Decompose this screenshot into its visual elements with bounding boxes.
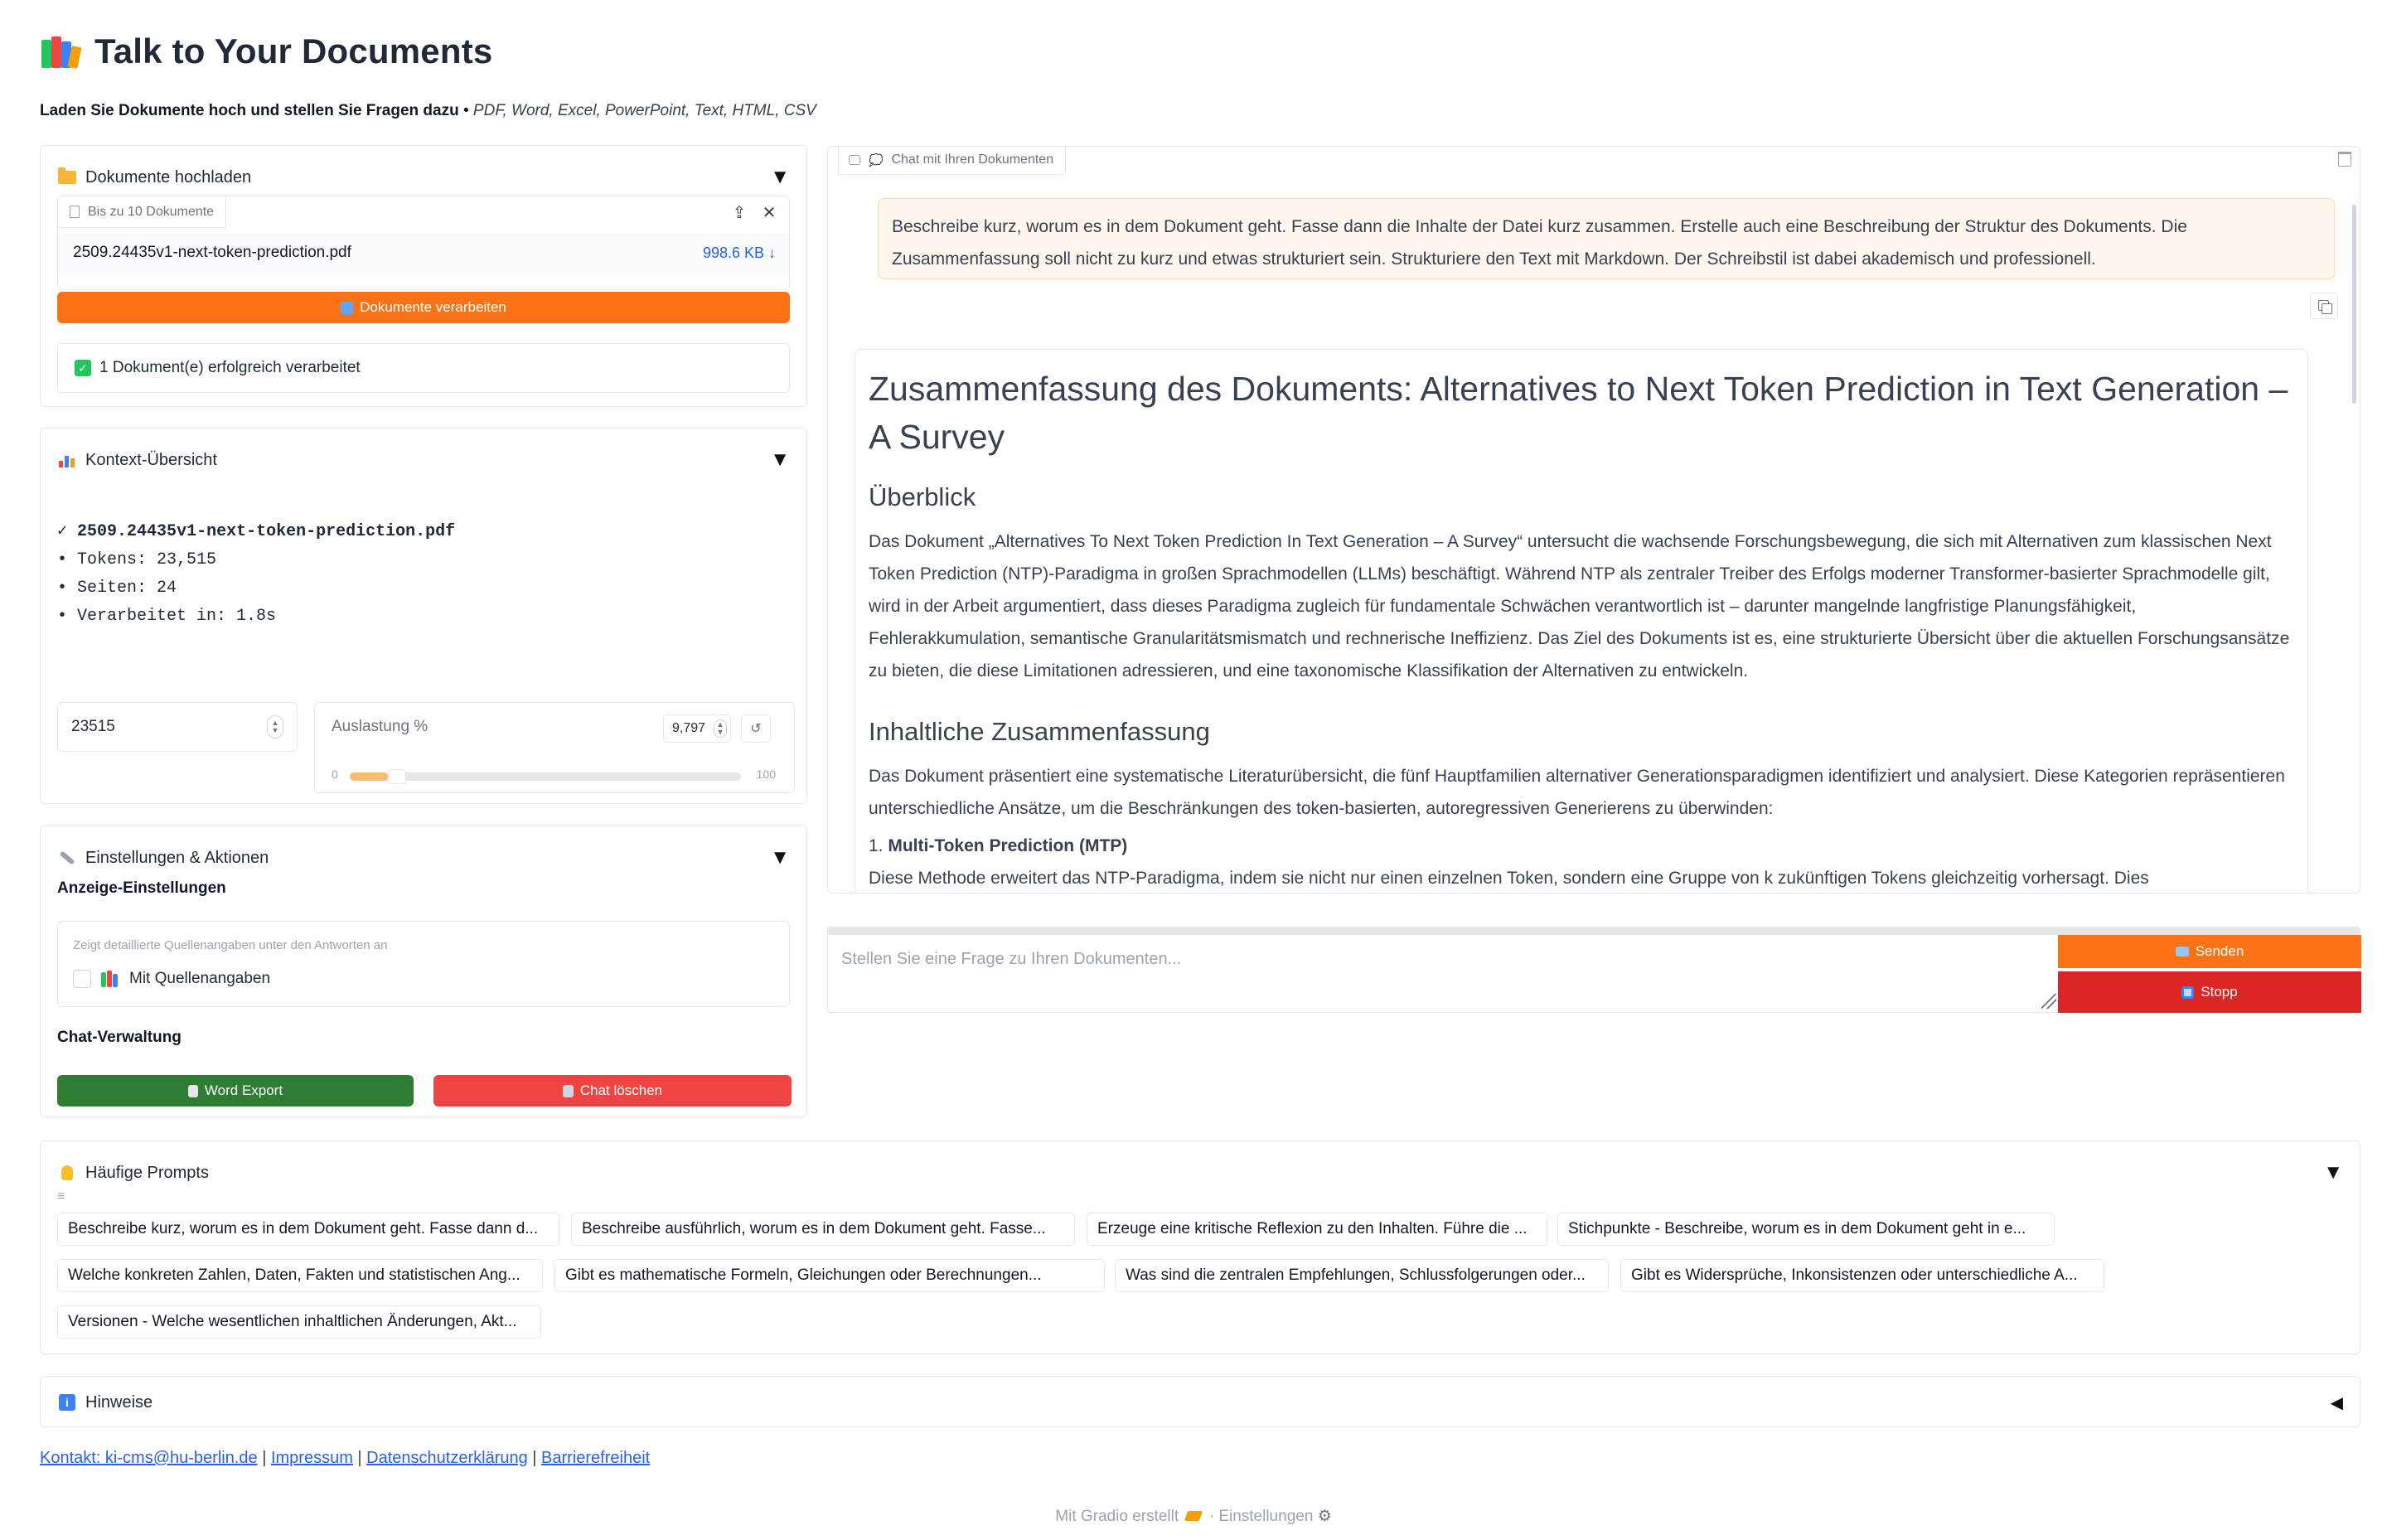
sources-checkbox-row[interactable]: [73, 970, 270, 988]
footer-links: [40, 1449, 650, 1468]
response-title: Zusammenfassung des Dokuments: Alternatives to Next Token Prediction in Text Generation – A Survey: [869, 370, 2288, 456]
lightbulb-icon: [61, 1165, 73, 1180]
process-status-text: 1 Dokument(e) erfolgreich verarbeitet: [99, 359, 361, 376]
upload-panel: [40, 145, 807, 407]
usage-slider-label: Auslastung %: [332, 718, 428, 735]
usage-slider-track[interactable]: [350, 772, 741, 781]
context-summary: [57, 518, 455, 631]
app-subtitle: [40, 102, 816, 120]
books-icon: [40, 35, 80, 68]
collapse-triangle-icon[interactable]: ▼: [2323, 1161, 2343, 1184]
file-upload-tab-label: Bis zu 10 Dokumente: [88, 204, 215, 219]
prompt-chip[interactable]: Beschreibe ausführlich, worum es in dem Dokument geht. Fasse...: [571, 1213, 1075, 1246]
prompt-chip[interactable]: Gibt es Widersprüche, Inkonsistenzen oder unterschiedliche A...: [1620, 1259, 2104, 1292]
slider-max-label: 100: [756, 768, 776, 781]
gear-icon: ⚙: [1317, 1508, 1332, 1525]
footer-dot: ·: [1208, 1508, 1219, 1525]
sources-checkbox-label: Mit Quellenangaben: [129, 970, 271, 987]
list-item-text: Diese Methode erweitert das NTP-Paradigma, indem sie nicht nur einen einzelnen Token, sondern eine Gruppe von k zukünftigen Tokens gleichzeitig vorhersagt. Dies: [869, 869, 2149, 888]
books-icon: [101, 971, 119, 987]
user-message: Beschreibe kurz, worum es in dem Dokument geht. Fasse dann die Inhalte der Datei kurz zusammen. Erstelle auch eine Beschreibung der Struktur des Dokuments. Die Zusammenfassung soll nicht zu kurz und etwas strukturiert sein. Strukturiere den Text mit Markdown. Der Schreibstil ist dabei akademisch und professionell.: [878, 198, 2335, 279]
chat-panel: [827, 146, 2360, 893]
gradio-link[interactable]: Mit Gradio erstellt: [1055, 1508, 1179, 1525]
chat-label: [838, 146, 1066, 175]
send-button[interactable]: [2058, 935, 2361, 968]
bot-message: [855, 349, 2308, 893]
prompt-chip[interactable]: Gibt es mathematische Formeln, Gleichungen oder Berechnungen...: [554, 1259, 1105, 1292]
prompt-chip[interactable]: Versionen - Welche wesentlichen inhaltlichen Änderungen, Akt...: [57, 1305, 541, 1339]
prompts-header-label: Häufige Prompts: [85, 1163, 209, 1182]
display-settings-label: Anzeige-Einstellungen: [57, 879, 226, 897]
prompt-chip[interactable]: Beschreibe kurz, worum es in dem Dokument geht. Fasse dann d...: [57, 1213, 559, 1246]
notes-header-label: Hinweise: [85, 1392, 153, 1412]
token-count-input[interactable]: [57, 702, 298, 752]
list-item-title: Multi-Token Prediction (MTP): [888, 836, 1128, 855]
prompt-chip[interactable]: Stichpunkte - Beschreibe, worum es in dem Dokument geht in e...: [1557, 1213, 2055, 1246]
file-name: 2509.24435v1-next-token-prediction.pdf: [73, 244, 351, 261]
stepper-icon[interactable]: ▲ ▼: [714, 719, 727, 738]
usage-slider-fill: [350, 772, 388, 781]
upload-header-label: Dokumente hochladen: [85, 167, 252, 186]
accessibility-link[interactable]: Barrierefreiheit: [541, 1449, 651, 1467]
check-icon: ✓: [75, 360, 91, 376]
overview-text: Das Dokument „Alternatives To Next Token Prediction In Text Generation – A Survey“ untersucht die wachsende Forschungsbewegung, die sich mit Alternativen zum klassischen Next Token Prediction (NTP)-Paradigma in großen Sprachmodellen (LLMs) beschäftigt. Während NTP als zentraler Treiber des Erfolgs moderner Transformer-basierter Sprachmodelle gilt, wird in der Arbeit argumentiert, dass dieses Paradigma zugleich für fundamentale Schwächen verantwortlich ist – darunter mangelnde langfristige Planungsfähigkeit, Fehlerakkumulation, semantische Granularitätsmismatch und rechnerische Ineffizienz. Das Ziel des Dokuments ist es, eine strukturierte Übersicht über die aktuellen Forschungsansätze zu bieten, die diese Limitationen adressieren, und eine taxonomische Klassifikation der Alternativen zu entwickeln.: [869, 532, 2290, 680]
chat-label-text: Chat mit Ihren Dokumenten: [891, 153, 1054, 167]
chat-management-label: Chat-Verwaltung: [57, 1029, 182, 1046]
collapse-triangle-icon[interactable]: ▼: [770, 448, 790, 471]
chat-scrollbar[interactable]: [2352, 205, 2356, 404]
clear-chat-label: Chat löschen: [579, 1082, 663, 1098]
expand-triangle-icon[interactable]: ◀: [2330, 1393, 2343, 1412]
usage-number-value: 9,797: [672, 721, 706, 735]
content-heading: Inhaltliche Zusammenfassung: [869, 717, 1210, 746]
sources-option-box: [57, 921, 790, 1007]
usage-slider-thumb[interactable]: [388, 769, 406, 784]
stop-label: Stopp: [2201, 984, 2238, 1000]
usage-slider-box: [314, 702, 795, 793]
app-title: Talk to Your Documents: [94, 31, 493, 70]
uploaded-file-row: [58, 233, 789, 273]
bar-chart-icon: [59, 453, 75, 467]
list-item: [869, 830, 2294, 862]
folder-icon: [58, 171, 76, 184]
imprint-link[interactable]: Impressum: [270, 1449, 353, 1467]
context-panel: [40, 428, 807, 804]
file-upload-tab: [58, 196, 226, 228]
reset-icon[interactable]: ↺: [741, 714, 771, 743]
footer-separator: |: [527, 1449, 542, 1467]
page-icon: [188, 1085, 198, 1097]
notes-accordion-header[interactable]: [57, 1386, 2343, 1419]
sources-info-text: Zeigt detaillierte Quellenangaben unter den Antworten an: [73, 938, 388, 952]
notes-panel: [40, 1376, 2360, 1427]
prompt-chip[interactable]: Was sind die zentralen Empfehlungen, Schlussfolgerungen oder...: [1115, 1259, 1609, 1292]
chat-input[interactable]: [828, 935, 2058, 1013]
stop-button[interactable]: [2058, 971, 2361, 1013]
wrench-icon: [59, 850, 75, 864]
resize-handle-icon[interactable]: [2041, 994, 2056, 1009]
chat-icon: [849, 155, 860, 165]
context-pages: • Seiten: 24: [57, 579, 177, 598]
context-file-line: ✓ 2509.24435v1-next-token-prediction.pdf: [57, 522, 456, 541]
list-number: 1.: [869, 836, 888, 855]
trash-icon[interactable]: [2338, 152, 2351, 167]
copy-icon[interactable]: [2310, 293, 2338, 319]
stepper-icon[interactable]: ▲ ▼: [267, 715, 283, 739]
contact-link[interactable]: Kontakt: ki-cms@hu-berlin.de: [40, 1449, 258, 1467]
context-processed: • Verarbeitet in: 1.8s: [57, 607, 277, 626]
token-count-value: 23515: [71, 718, 115, 735]
send-label: Senden: [2195, 943, 2244, 959]
gradio-logo-icon: [1184, 1511, 1203, 1521]
file-size-download-link[interactable]: 998.6 KB ↓: [702, 244, 776, 261]
speech-bubble-icon: 💭: [869, 153, 884, 167]
collapse-triangle-icon[interactable]: ▼: [770, 166, 790, 188]
chat-input-wrap: [827, 927, 2360, 1013]
usage-number-input[interactable]: [663, 714, 731, 743]
collapse-triangle-icon[interactable]: ▼: [770, 846, 790, 869]
subtitle-main: Laden Sie Dokumente hoch und stellen Sie Fragen dazu: [40, 102, 459, 119]
clear-chat-button[interactable]: [433, 1075, 792, 1107]
gradio-footer: [0, 1507, 2387, 1526]
footer-separator: |: [257, 1449, 271, 1467]
slider-min-label: 0: [332, 768, 338, 781]
settings-link[interactable]: Einstellungen: [1218, 1508, 1314, 1525]
file-upload-box[interactable]: [57, 196, 790, 290]
settings-panel: [40, 826, 807, 1117]
context-header-label: Kontext-Übersicht: [85, 450, 217, 469]
settings-header-label: Einstellungen & Aktionen: [85, 848, 269, 867]
app-header: [40, 31, 492, 71]
footer-separator: |: [352, 1449, 367, 1467]
prompts-panel: [40, 1140, 2360, 1354]
prompts-accordion-header[interactable]: [57, 1156, 2343, 1189]
content-text: Das Dokument präsentiert eine systematische Literaturübersicht, die fünf Hauptfamilien alternativer Generationsparadigmen identifiziert und analysiert. Diese Kategorien repräsentieren unterschiedliche Ansätze, um die Beschränkungen des token-basierten, autoregressiven Generierens zu überwinden:: [869, 767, 2285, 818]
context-tokens: • Tokens: 23,515: [57, 550, 217, 569]
stop-icon: [2181, 986, 2194, 999]
file-actions: [724, 200, 784, 225]
info-icon: i: [59, 1394, 75, 1411]
document-icon: [70, 206, 80, 218]
subtitle-formats: PDF, Word, Excel, PowerPoint, Text, HTML, CSV: [472, 102, 816, 119]
sources-checkbox[interactable]: [73, 970, 91, 988]
word-export-label: Word Export: [204, 1082, 283, 1098]
word-export-button[interactable]: [57, 1075, 414, 1107]
subtitle-separator: •: [458, 102, 473, 119]
prompt-chip[interactable]: Welche konkreten Zahlen, Daten, Fakten und statistischen Ang...: [57, 1259, 543, 1292]
process-documents-button[interactable]: [57, 292, 790, 323]
list-icon: ≡: [57, 1189, 65, 1203]
upload-accordion-header[interactable]: [57, 161, 790, 194]
overview-heading: Überblick: [869, 482, 976, 511]
upload-icon[interactable]: ⇪: [732, 203, 747, 222]
trash-icon: [563, 1085, 574, 1097]
process-status-box: [57, 343, 790, 393]
context-accordion-header[interactable]: [57, 443, 790, 477]
send-icon: [2176, 947, 2189, 956]
settings-accordion-header[interactable]: [57, 841, 790, 874]
close-icon[interactable]: ✕: [762, 203, 777, 222]
privacy-link[interactable]: Datenschutzerklärung: [366, 1449, 528, 1467]
refresh-icon: [341, 302, 353, 314]
process-documents-label: Dokumente verarbeiten: [360, 299, 506, 315]
prompt-chip[interactable]: Erzeuge eine kritische Reflexion zu den Inhalten. Führe die ...: [1087, 1213, 1547, 1246]
